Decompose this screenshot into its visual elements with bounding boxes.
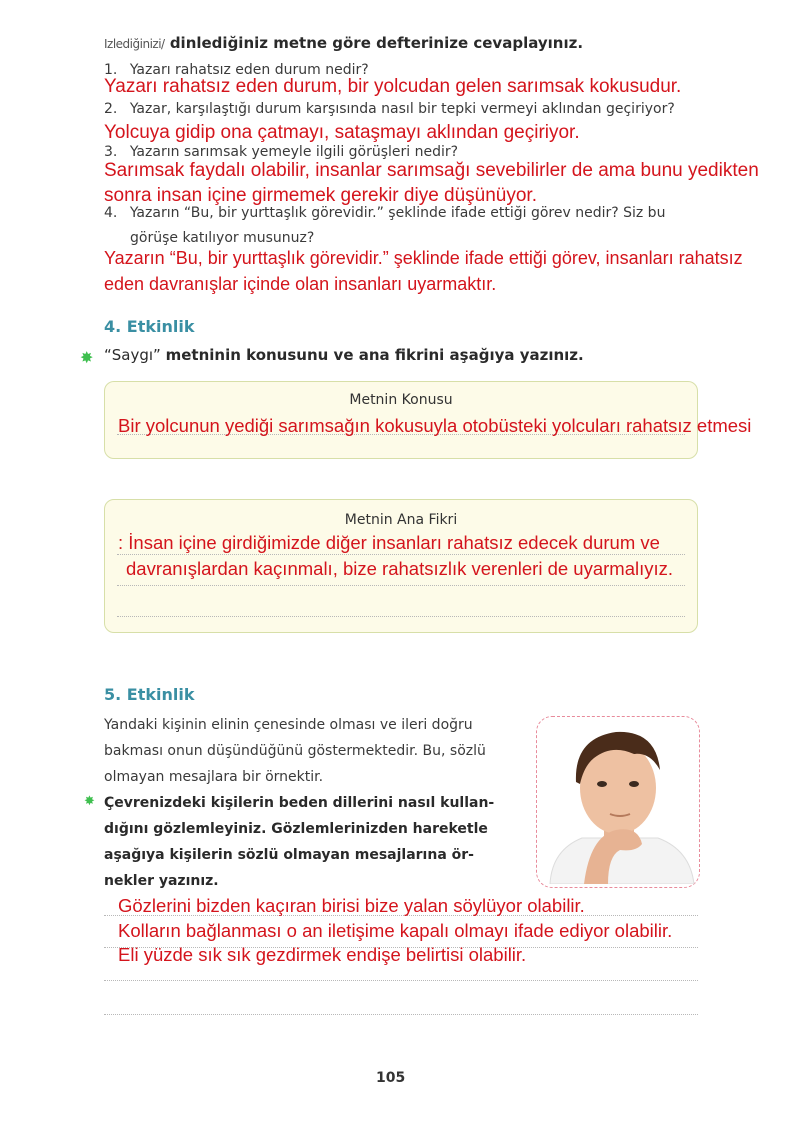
intro-line: Yandaki kişinin elinin çenesinde olması ve ileri doğru <box>104 717 473 733</box>
answer-3-line-2: sonra insan içine girmemek gerekir diye düşünüyor. <box>104 185 537 206</box>
writing-line <box>117 554 685 555</box>
main-idea-title: Metnin Ana Fikri <box>344 512 458 528</box>
answer-4-line-2: eden davranışlar içinde olan insanları uyarmaktır. <box>104 274 497 294</box>
question-text: Yazarın sarımsak yemeyle ilgili görüşleri nedir? <box>129 144 459 160</box>
activity-5-answer-1[interactable]: Gözlerini bizden kaçıran birisi bize yalan söylüyor olabilir. <box>118 895 585 916</box>
prompt-quote: “Saygı” <box>104 346 161 364</box>
question-number: 2. <box>104 101 118 117</box>
instruction-text: dinlediğiniz metne göre defterinize cevaplayınız. <box>169 34 584 52</box>
answer-1: Yazarı rahatsız eden durum, bir yolcudan gelen sarımsak kokusudur. <box>104 76 682 97</box>
activity-5-task <box>104 790 524 894</box>
activity-5-answer-3[interactable]: Eli yüzde sık sık gezdirmek endişe belirtisi olabilir. <box>118 944 527 965</box>
answer-3-line-1: Sarımsak faydalı olabilir, insanlar sarımsağı sevebilirler de ama bunu yedikten <box>104 160 759 181</box>
question-4 <box>104 205 665 221</box>
writing-line <box>104 980 698 981</box>
activity-5-intro <box>104 712 524 790</box>
answer-4-line-1: Yazarın “Bu, bir yurttaşlık görevidir.” şeklinde ifade ettiği görev, insanları rahatsız <box>104 248 743 268</box>
boy-thinking-photo <box>546 722 696 884</box>
writing-line <box>117 616 685 617</box>
instruction <box>104 34 583 52</box>
page-number: 105 <box>376 1070 406 1086</box>
task-line: Çevrenizdeki kişilerin beden dillerini nasıl kullan- <box>104 795 495 811</box>
star-bullet-icon: ✸ <box>84 794 95 809</box>
writing-line <box>117 585 685 586</box>
question-3 <box>104 144 458 160</box>
topic-answer[interactable]: Bir yolcunun yediği sarımsağın kokusuyla otobüsteki yolcuları rahatsız etmesi <box>118 415 752 436</box>
task-line: dığını gözlemleyiniz. Gözlemlerinizden hareketle <box>104 821 488 837</box>
main-idea-answer-line-1[interactable]: : İnsan içine girdiğimizde diğer insanları rahatsız edecek durum ve <box>118 532 660 553</box>
question-text: Yazarı rahatsız eden durum nedir? <box>129 62 369 78</box>
task-line: aşağıya kişilerin sözlü olmayan mesajlarına ör- <box>104 847 474 863</box>
writing-line <box>104 1014 698 1015</box>
activity-4-prompt <box>104 346 584 364</box>
activity-5-answer-2[interactable]: Kolların bağlanması o an iletişime kapalı olmayı ifade ediyor olabilir. <box>118 920 673 941</box>
answer-2: Yolcuya gidip ona çatmayı, sataşmayı aklından geçiriyor. <box>104 122 580 143</box>
question-2 <box>104 101 675 117</box>
star-bullet-icon: ✸ <box>80 348 94 367</box>
instruction-lead: Izlediğinizi/ <box>104 37 165 51</box>
question-number: 4. <box>104 205 118 221</box>
main-idea-answer-line-2[interactable]: davranışlardan kaçınmalı, bize rahatsızlık verenleri de uyarmalıyız. <box>126 558 674 579</box>
task-line: nekler yazınız. <box>104 873 219 889</box>
activity-4-heading: 4. Etkinlik <box>104 317 195 336</box>
question-number: 1. <box>104 62 118 78</box>
question-text: Yazar, karşılaştığı durum karşısında nasıl bir tepki vermeyi aklından geçiriyor? <box>129 101 675 117</box>
prompt-text: metninin konusunu ve ana fikrini aşağıya yazınız. <box>165 346 584 364</box>
question-number: 3. <box>104 144 118 160</box>
intro-line: olmayan mesajlara bir örnektir. <box>104 769 324 785</box>
topic-title: Metnin Konusu <box>349 392 453 408</box>
intro-line: bakması onun düşündüğünü göstermektedir. Bu, sözlü <box>104 743 486 759</box>
activity-5-heading: 5. Etkinlik <box>104 685 195 704</box>
question-4-cont: görüşe katılıyor musunuz? <box>130 230 315 246</box>
question-text: Yazarın “Bu, bir yurttaşlık görevidir.” şeklinde ifade ettiği görev nedir? Siz bu <box>129 205 666 221</box>
